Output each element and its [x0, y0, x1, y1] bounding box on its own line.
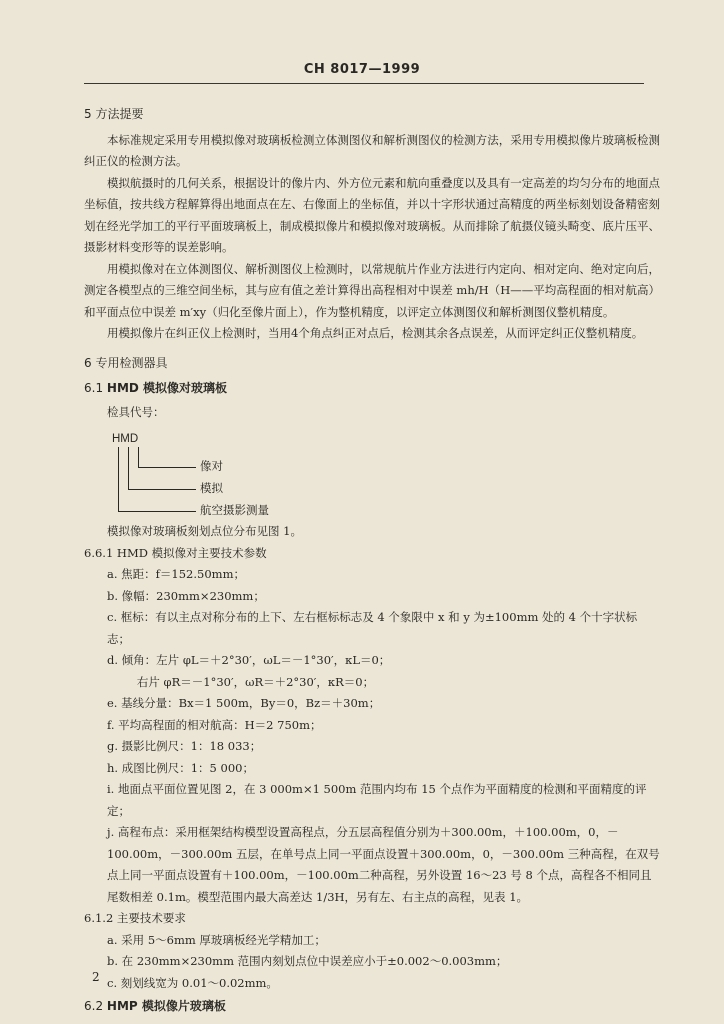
section-6-1-title: HMD 模拟像对玻璃板: [106, 381, 228, 395]
section-6-1-heading: [84, 378, 660, 400]
sec5-paragraph-1: 本标准规定采用专用模拟像对玻璃板检测立体测图仪和解析测图仪的检测方法，采用专用模拟像片玻璃板检测纠正仪的检测方法。: [84, 132, 660, 168]
code-line-1h: [138, 467, 196, 468]
section-6-6-1-title: 6.6.1 HMD 模拟像对主要技术参数: [84, 545, 267, 560]
req-c: c. 刻划线宽为 0.01～0.02mm。: [107, 975, 278, 990]
code-diagram: [108, 427, 660, 519]
sec5-paragraph-3: 用模拟像对在立体测图仪、解析测图仪上检测时，以常规航片作业方法进行内定向、相对定向、绝对定向后，测定各模型点的三维空间坐标，其与应有值之差计算得出高程相对中误差 mh/H（H——平均高程面的相对航高）和平面点位中误差 m′xy（归化至像片面上），作为整机精度，以评定立体测图仪和解析测图仪整机精度。: [84, 261, 660, 319]
standard-number: CH 8017—1999: [303, 62, 421, 77]
param-c: c. 框标：有以主点对称分布的上下、左右框标标志及 4 个象限中 x 和 y 为±100mm 处的 4 个十字状标志；: [107, 610, 638, 646]
code-line-3h: [118, 511, 196, 512]
sec5-paragraph-4: 用模拟像片在纠正仪上检测时，当用4个角点纠正对点后，检测其余各点误差，从而评定纠正仪整机精度。: [107, 326, 644, 340]
code-line-1v: [138, 447, 139, 467]
section-6-2-number: 6.2: [84, 999, 104, 1013]
header-rule: [84, 83, 644, 84]
req-a: a. 采用 5～6mm 厚玻璃板经光学精加工；: [107, 932, 326, 947]
code-line-2h: [128, 489, 196, 490]
section-6-1-2-title: 6.1.2 主要技术要求: [84, 911, 186, 925]
param-e: e. 基线分量：Bx＝1 500m，By＝0，Bz＝＋30m；: [107, 696, 381, 710]
param-d-left: d. 倾角：左片 φL＝＋2°30′，ωL＝－1°30′，κL＝0；: [107, 653, 391, 667]
param-d-right: 右片 φR＝－1°30′，ωR＝＋2°30′，κR＝0；: [136, 674, 375, 689]
section-6-2-heading: [84, 996, 660, 1018]
sec5-paragraph-2: 模拟航摄时的几何关系，根据设计的像片内、外方位元素和航向重叠度以及具有一定高差的均匀分布的地面点坐标值，按共线方程解算得出地面点在左、右像面上的坐标值，并以十字形状通过高精度的两坐标刻划设备精密刻划在经光学加工的平行平面玻璃板上，制成模拟像片和模拟像对玻璃板。从而排除了航摄仪镜头畸变、底片压平、摄影材料变形等的误差影响。: [84, 175, 660, 254]
param-j: j. 高程布点：采用框架结构模型设置高程点，分五层高程值分别为＋300.00m，＋100.00m，0，－100.00m，－300.00m 五层，在单号点上同一平面点设置＋300.00m，0，－300.00m 三种高程，在双号点上同一平面点设置有＋100.00m，－100.00m二种高程，另外设置 16～23 号 8 个点，高程各不相同且尾数相差 0.1m。模型范围内最大高差达 1/3H，另有左、右主点的高程，见表 1。: [107, 825, 660, 904]
code-line-3v: [118, 447, 119, 511]
param-h: h. 成图比例尺：1：5 000；: [107, 760, 254, 775]
body-content: [84, 104, 660, 1020]
param-f: f. 平均高程面的相对航高：H＝2 750m；: [107, 717, 322, 732]
code-line-2v: [128, 447, 129, 489]
section-6-title: 6 专用检测器具: [84, 355, 168, 370]
param-g: g. 摄影比例尺：1：18 033；: [107, 739, 262, 753]
section-5-title: 5 方法提要: [84, 107, 144, 121]
code-label: 检具代号：: [107, 404, 165, 419]
figure-note: 模拟像对玻璃板刻划点位分布见图 1。: [107, 524, 302, 538]
code-label-1: 像对: [200, 459, 223, 473]
section-6-2-title: HMP 模拟像片玻璃板: [106, 999, 226, 1013]
param-b: b. 像幅：230mm×230mm；: [107, 588, 265, 603]
section-6-1-number: 6.1: [84, 381, 104, 395]
page-number: 2: [92, 970, 100, 984]
req-b: b. 在 230mm×230mm 范围内刻划点位中误差应小于±0.002～0.003mm；: [107, 954, 508, 968]
param-i: i. 地面点平面位置见图 2，在 3 000m×1 500m 范围内均布 15 个点作为平面精度的检测和平面精度的评定；: [107, 782, 647, 818]
code-text: HMD: [112, 433, 139, 445]
code-label-3: 航空摄影测量: [200, 503, 269, 517]
code-label-2: 模拟: [200, 481, 223, 495]
param-a: a. 焦距：f＝152.50mm；: [107, 567, 245, 581]
